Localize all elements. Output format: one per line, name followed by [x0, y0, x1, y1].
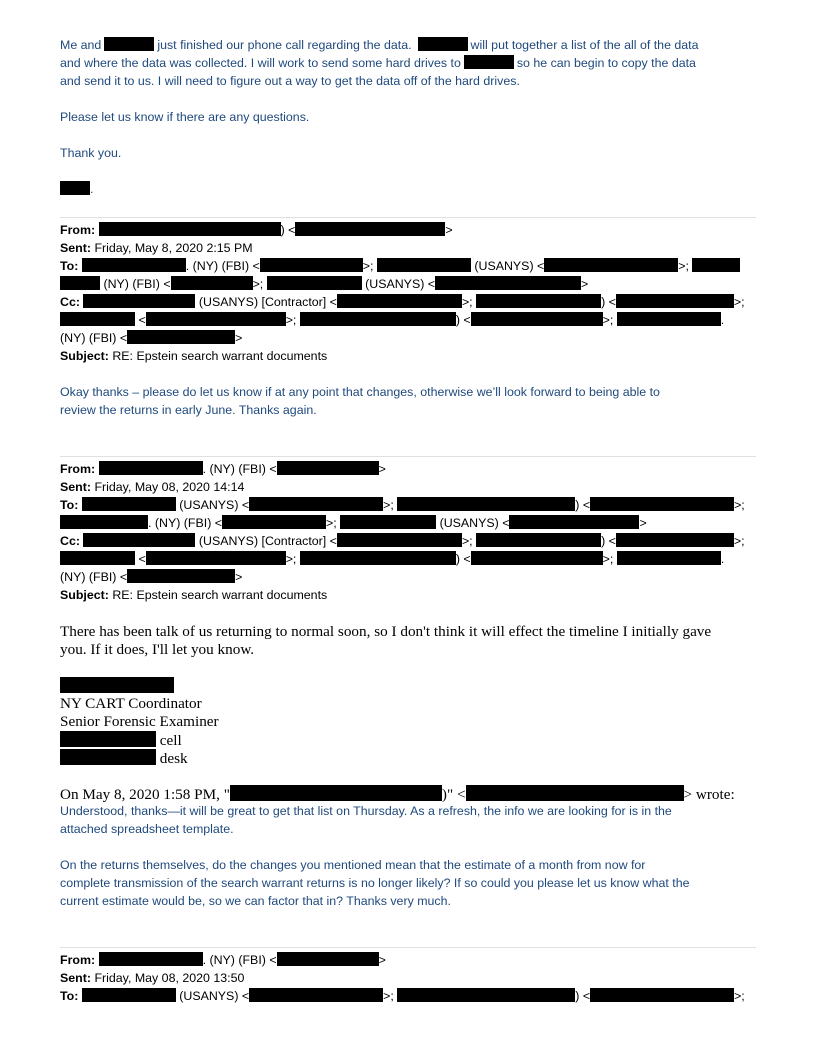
text: >;: [461, 534, 477, 548]
redaction: [146, 312, 286, 326]
redaction: [509, 515, 639, 529]
text: >;: [285, 552, 300, 566]
text: (USANYS) <: [175, 989, 250, 1003]
separator: [60, 217, 756, 218]
text: .: [720, 552, 725, 566]
redaction: [418, 37, 468, 51]
redaction: [476, 294, 601, 308]
redaction: [340, 515, 436, 529]
redaction: [337, 294, 462, 308]
subject-value: RE: Epstein search warrant documents: [112, 349, 328, 363]
from-label: From:: [60, 223, 96, 237]
text: >;: [733, 295, 745, 309]
signature-title: Senior Forensic Examiner: [60, 713, 219, 730]
signature-title: NY CART Coordinator: [60, 695, 202, 712]
redaction: [397, 497, 575, 511]
redaction: [476, 533, 601, 547]
redaction: [692, 258, 740, 272]
email-header-1: [60, 221, 745, 365]
text: >;: [285, 313, 300, 327]
redaction: [127, 569, 235, 583]
message-4: [60, 802, 689, 910]
redaction: [466, 785, 684, 801]
subject-label: Subject:: [60, 588, 109, 602]
redaction: [300, 551, 456, 565]
redaction: [99, 461, 203, 475]
text: . (NY) (FBI) <: [185, 259, 260, 273]
redaction: [300, 312, 456, 326]
text: > wrote:: [683, 786, 735, 803]
text: ) <: [601, 534, 616, 548]
redaction: [171, 276, 253, 290]
text: and where the data was collected. I will work to send some hard drives to: [60, 56, 461, 70]
separator: [60, 456, 756, 457]
text: Thank you.: [60, 146, 122, 160]
redaction: [146, 551, 286, 565]
sent-label: Sent:: [60, 971, 91, 985]
redaction: [377, 258, 471, 272]
to-label: To:: [60, 259, 79, 273]
redaction: [104, 37, 154, 51]
redaction: [471, 312, 603, 326]
text: so he can begin to copy the data: [516, 56, 696, 70]
text: ) <: [575, 498, 591, 512]
redaction: [60, 515, 148, 529]
message-2: [60, 383, 660, 419]
text: review the returns in early June. Thanks again.: [60, 403, 317, 417]
redaction: [222, 515, 326, 529]
opening-message: [60, 36, 699, 198]
redaction: [60, 551, 135, 565]
redaction: [267, 276, 362, 290]
text: >: [639, 516, 647, 530]
text: >;: [602, 552, 617, 566]
text: >: [378, 953, 386, 967]
redaction: [464, 55, 514, 69]
phone-redaction: [60, 749, 156, 765]
text: complete transmission of the search warrant returns is no longer likely? If so could you please let us know what the: [60, 876, 690, 890]
redaction: [616, 533, 734, 547]
text: >: [235, 331, 243, 345]
text: >;: [383, 989, 398, 1003]
redaction: [83, 294, 195, 308]
text: you. If it does, I'll let you know.: [60, 641, 255, 658]
text: ) <: [280, 223, 296, 237]
sent-value: Friday, May 8, 2020 2:15 PM: [94, 241, 253, 255]
cc-label: Cc:: [60, 534, 80, 548]
signature-redaction: [60, 181, 90, 195]
text: >: [378, 462, 386, 476]
phone-redaction: [60, 731, 156, 747]
redaction: [60, 312, 135, 326]
to-label: To:: [60, 498, 79, 512]
text: >: [581, 277, 589, 291]
redaction: [471, 551, 603, 565]
text: >;: [678, 259, 693, 273]
text: .: [90, 182, 94, 196]
subject-label: Subject:: [60, 349, 109, 363]
redaction: [397, 988, 575, 1002]
cell-label: cell: [159, 732, 182, 749]
text: Okay thanks – please do let us know if at any point that changes, otherwise we’ll look forward to being able to: [60, 385, 660, 399]
text: >;: [734, 989, 745, 1003]
sent-label: Sent:: [60, 241, 91, 255]
text: just finished our phone call regarding the data.: [157, 38, 412, 52]
text: On May 8, 2020 1:58 PM, ": [60, 786, 230, 803]
text: will put together a list of the all of the data: [470, 38, 699, 52]
text: (USANYS) <: [361, 277, 436, 291]
to-label: To:: [60, 989, 79, 1003]
text: (USANYS) [Contractor] <: [195, 534, 337, 548]
text: >;: [733, 534, 745, 548]
sent-value: Friday, May 08, 2020 14:14: [94, 480, 245, 494]
text: (USANYS) <: [436, 516, 510, 530]
text: >;: [383, 498, 398, 512]
redaction: [617, 312, 721, 326]
text: <: [135, 313, 146, 327]
redaction: [590, 988, 734, 1002]
text: >;: [326, 516, 341, 530]
email-header-3: [60, 951, 745, 1005]
text: (NY) (FBI) <: [100, 277, 171, 291]
redaction: [99, 222, 281, 236]
cc-label: Cc:: [60, 295, 80, 309]
text: Understood, thanks—it will be great to get that list on Thursday. As a refresh, the info we are looking for is in the: [60, 804, 672, 818]
text: On the returns themselves, do the changes you mentioned mean that the estimate of a month from now for: [60, 858, 646, 872]
redaction: [99, 952, 203, 966]
text: attached spreadsheet template.: [60, 822, 234, 836]
redaction: [82, 497, 176, 511]
message-3: [60, 623, 735, 803]
text: (NY) (FBI) <: [60, 570, 128, 584]
redaction: [249, 497, 383, 511]
text: ) <: [455, 552, 471, 566]
redaction: [127, 330, 235, 344]
text: )" <: [441, 786, 466, 803]
redaction: [249, 988, 383, 1002]
text: >;: [252, 277, 267, 291]
text: . (NY) (FBI) <: [202, 953, 277, 967]
text: current estimate would be, so we can factor that in? Thanks very much.: [60, 894, 451, 908]
text: >;: [362, 259, 377, 273]
redaction: [82, 988, 176, 1002]
redaction: [337, 533, 462, 547]
redaction: [260, 258, 363, 272]
text: and send it to us. I will need to figure out a way to get the data off of the hard drives.: [60, 74, 520, 88]
separator: [60, 947, 756, 948]
text: . (NY) (FBI) <: [148, 516, 222, 530]
text: >;: [602, 313, 617, 327]
subject-value: RE: Epstein search warrant documents: [112, 588, 328, 602]
redaction: [616, 294, 734, 308]
text: (USANYS) [Contractor] <: [195, 295, 337, 309]
desk-label: desk: [159, 750, 188, 767]
text: .: [720, 313, 725, 327]
redaction: [435, 276, 581, 290]
text: (USANYS) <: [470, 259, 545, 273]
redaction: [295, 222, 445, 236]
name-redaction: [60, 677, 174, 693]
text: (USANYS) <: [175, 498, 250, 512]
text: ) <: [455, 313, 471, 327]
redaction: [60, 276, 100, 290]
redaction: [590, 497, 734, 511]
text: (NY) (FBI) <: [60, 331, 128, 345]
text: ) <: [601, 295, 616, 309]
text: Please let us know if there are any questions.: [60, 110, 310, 124]
redaction: [277, 952, 379, 966]
redaction: [230, 785, 442, 801]
text: Me and: [60, 38, 102, 52]
text: <: [135, 552, 146, 566]
redaction: [82, 258, 186, 272]
text: . (NY) (FBI) <: [202, 462, 277, 476]
redaction: [277, 461, 379, 475]
text: >;: [734, 498, 745, 512]
redaction: [617, 551, 721, 565]
text: ) <: [575, 989, 591, 1003]
from-label: From:: [60, 462, 96, 476]
text: >: [235, 570, 243, 584]
from-label: From:: [60, 953, 96, 967]
redaction: [83, 533, 195, 547]
redaction: [544, 258, 678, 272]
email-header-2: [60, 460, 745, 604]
text: >;: [461, 295, 477, 309]
sent-value: Friday, May 08, 2020 13:50: [94, 971, 245, 985]
text: >: [445, 223, 453, 237]
sent-label: Sent:: [60, 480, 91, 494]
text: There has been talk of us returning to normal soon, so I don't think it will effect the timeline I initially gave: [60, 623, 712, 640]
